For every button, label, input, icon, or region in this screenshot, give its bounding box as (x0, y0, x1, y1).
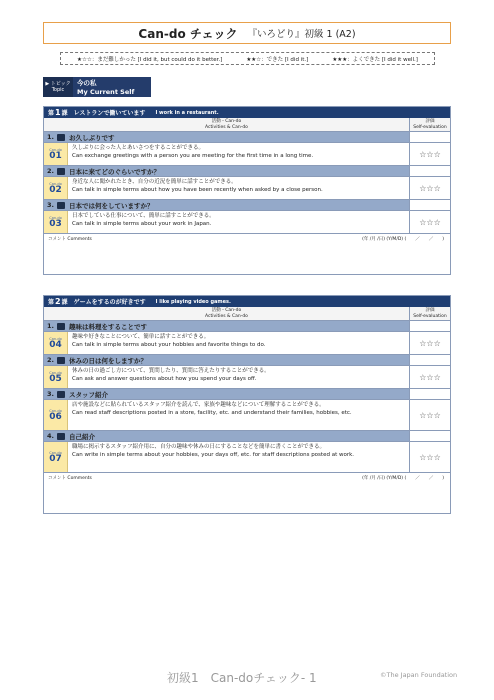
activity-header: 4. 自己紹介 (44, 431, 450, 442)
can-do-badge: Can-do 01 (44, 143, 68, 165)
topic-title (73, 77, 151, 97)
activity-title: お久しぶりです (69, 133, 115, 142)
lesson-title-jp: レストランで働いています (73, 110, 146, 117)
document-icon (57, 391, 65, 398)
can-do-row: Can-do 03 日本でしている仕事について、簡単に話すことができる。 Can talk in simple terms about your work in Japan. ☆☆☆ (44, 211, 450, 234)
activity-header: 1. 趣味は料理をすることです (44, 321, 450, 332)
can-do-badge: Can-do 03 (44, 211, 68, 233)
can-do-badge: Can-do 07 (44, 442, 68, 472)
can-do-row: Can-do 06 店や施設などに貼られているスタッフ紹介を読んで、家族や趣味などについて理解することができる。 Can read staff descriptions posted in a store, facility, etc. and understand their families, hobbies, etc. ☆☆☆ (44, 400, 450, 431)
can-do-row: Can-do 05 休みの日の過ごし方について、質問したり、質問に答えたりすることができる。 Can ask and answer questions about how you spend your days off. ☆☆☆ (44, 366, 450, 389)
col-eval-en: Self-evaluation (413, 124, 447, 130)
topic-header (43, 77, 151, 97)
topic-title-en: My Current Self (77, 87, 135, 96)
col-activity-jp: 活動・Can-do (211, 119, 242, 125)
lesson-header: 第 1 課 レストランで働いています I work in a restaurant. (44, 107, 450, 118)
pencil-icon (57, 433, 65, 440)
footer-title: 初級1 Can-doチェック- 1 (167, 671, 317, 685)
legend-two-star: ★★☆：できた [I did it.] (246, 56, 309, 63)
rating-legend (60, 52, 435, 65)
activity-header: 3. 日本では何をしていますか？ (44, 200, 450, 211)
can-do-badge: Can-do 05 (44, 366, 68, 388)
activity-header (44, 132, 450, 143)
lesson-header: 第 2 課 ゲームをするのが好きです I like playing video games. (44, 296, 450, 307)
date-field: (年 /月 /日) (Y/M/D) ( ／ ／ ) (362, 237, 444, 242)
col-eval-jp: 評価 (425, 119, 435, 125)
star-rating[interactable]: ☆☆☆ (409, 366, 450, 388)
activity-label: 1. (47, 133, 54, 141)
lesson-number: 1 (55, 108, 61, 117)
comment-box[interactable]: コメント Comments (年 /月 /日) (Y/M/D) ( ／ ／ ) (48, 476, 444, 481)
can-do-row: Can-do 02 身近な人に聞かれたとき、自分の近況を簡単に話すことができる。 Can talk in simple terms about how you have been recently when asked by a close person. ☆☆☆ (44, 177, 450, 200)
can-do-en: Can exchange greetings with a person you are meeting for the first time in a long time. (72, 152, 314, 159)
star-rating[interactable]: ☆☆☆ (409, 332, 450, 354)
conversation-icon (57, 134, 65, 141)
lesson-1 (43, 106, 451, 275)
activity-header: 2. 休みの日は何をしますか？ (44, 355, 450, 366)
topic-badge (43, 77, 73, 97)
topic-badge-jp: ▶ トピック (45, 80, 71, 87)
star-rating[interactable]: ☆☆☆ (409, 442, 450, 472)
can-do-badge: Can-do 04 (44, 332, 68, 354)
comment-label: コメント Comments (48, 237, 92, 242)
title-box (43, 22, 451, 44)
activity-header: 2. 日本に来てどのぐらいですか？ (44, 166, 450, 177)
topic-badge-en: Topic (51, 87, 65, 93)
col-activity-en: Activities & Can-do (205, 124, 248, 130)
star-rating[interactable]: ☆☆☆ (409, 211, 450, 233)
column-header (44, 118, 450, 132)
legend-one-star: ★☆☆：まだ難しかった [I did it, but could do it better.] (77, 56, 223, 63)
star-rating[interactable]: ☆☆☆ (409, 143, 450, 165)
can-do-badge: Can-do 06 (44, 400, 68, 430)
lesson-title-en: I work in a restaurant. (155, 109, 219, 116)
conversation-icon (57, 357, 65, 364)
can-do-row (44, 143, 450, 166)
can-do-jp: 久しぶりに会った人とあいさつをすることができる。 (72, 145, 205, 151)
star-rating[interactable]: ☆☆☆ (409, 177, 450, 199)
can-do-row: Can-do 04 趣味や好きなことについて、簡単に話すことができる。 Can talk in simple terms about your hobbies and favorite things to do. ☆☆☆ (44, 332, 450, 355)
conversation-icon (57, 202, 65, 209)
conversation-icon (57, 323, 65, 330)
can-do-badge: Can-do 02 (44, 177, 68, 199)
comment-box[interactable] (44, 234, 450, 274)
legend-three-star: ★★★：よくできた [I did it well.] (332, 56, 418, 63)
can-do-row: Can-do 07 職場に掲示するスタッフ紹介用に、自分の趣味や休みの日にすることなどを簡単に書くことができる。 Can write in simple terms about your hobbies, your days off, etc. for staff descriptions posted at work. ☆☆☆ (44, 442, 450, 473)
activity-header: 3. スタッフ紹介 (44, 389, 450, 400)
column-header: 活動・Can-do Activities & Can-do 評価 Self-evaluation (44, 307, 450, 321)
footer-copyright: ©The Japan Foundation (380, 671, 458, 679)
conversation-icon (57, 168, 65, 175)
page-subtitle: 『いろどり』初級 1 (A2) (247, 29, 356, 40)
star-rating[interactable]: ☆☆☆ (409, 400, 450, 430)
lesson-2 (43, 295, 451, 514)
topic-title-jp: 今の私 (77, 79, 97, 87)
page-title: Can-do チェック (138, 26, 238, 41)
